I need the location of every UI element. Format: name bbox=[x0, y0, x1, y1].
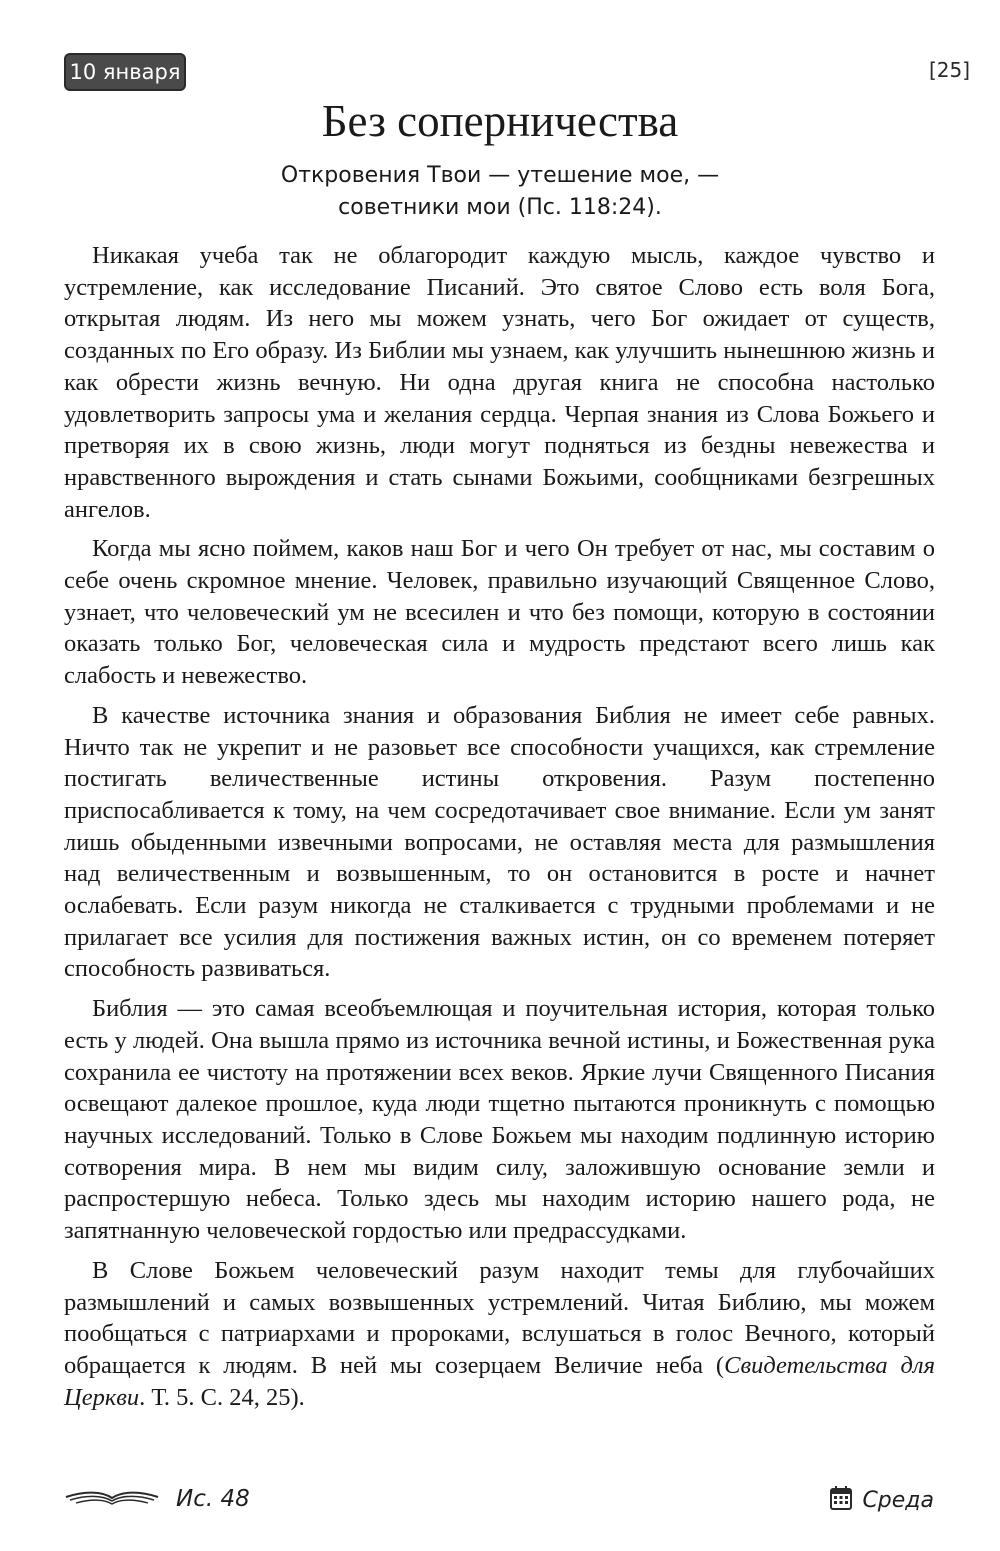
calendar-icon bbox=[830, 1486, 852, 1514]
reading-reference: Ис. 48 bbox=[176, 1486, 250, 1512]
epigraph bbox=[150, 160, 850, 224]
epigraph-line-2: советники мои (Пс. 118:24). bbox=[338, 195, 662, 220]
date-label: 10 января bbox=[69, 60, 181, 84]
page-title: Без соперничества bbox=[321, 96, 679, 146]
epigraph-line-1: Откровения Твои — утешение мое, — bbox=[280, 163, 720, 188]
paragraph-4: Библия — это самая всеобъемлющая и поучительная история, которая только есть у людей. Она вышла прямо из источника вечной истины, и Божественная рука сохранила ее чистоту на протяжении всех веков. Яркие лучи Священного Писания освещают далекое прошлое, куда люди тщетно пытаются проникнуть с помощью научных исследований. Только в Слове Божьем мы находим подлинную историю сотворения мира. В нем мы видим силу, заложившую основание земли и распростершую небеса. Только здесь мы находим историю нашего рода, не запятнанную человеческой гордостью или предрассудками. bbox=[64, 995, 935, 1245]
paragraph-5 bbox=[64, 1255, 935, 1414]
citation-tail: . Т. 5. С. 24, 25). bbox=[139, 1383, 305, 1411]
date-badge bbox=[64, 53, 186, 91]
citation-source: Свидетельства для Церкви bbox=[64, 1351, 935, 1411]
footer-reading bbox=[64, 1486, 250, 1512]
paragraph-1: Никакая учеба так не облагородит каждую мысль, каждое чувство и устремление, как исследование Писаний. Это святое Слово есть воля Бога, открытая людям. Из него мы можем узнать, чего Бог ожидает от существ, созданных по Его образу. Из Библии мы узнаем, как улучшить нынешнюю жизнь и как обрести жизнь вечную. Ни одна другая книга не способна настолько удовлетворить запросы ума и желания сердца. Черпая знания из Слова Божьего и претворяя их в свою жизнь, люди могут подняться из бездны невежества и нравственного вырождения и стать сынами Божьими, сообщниками безгрешных ангелов. bbox=[64, 242, 935, 523]
footer-weekday bbox=[830, 1486, 934, 1514]
page-number: [25] bbox=[928, 58, 970, 82]
paragraph-3: В качестве источника знания и образования Библия не имеет себе равных. Ничто так не укрепит и не разовьет все способности учащихся, как стремление постигать величественные истины откровения. Разум постепенно приспосабливается к тому, на чем сосредотачивает свое внимание. Если ум занят лишь обыденными извечными вопросами, не оставляя места для размышления над величественным и возвышенным, то он остановится в росте и начнет ослабевать. Если разум никогда не сталкивается с трудными проблемами и не прилагает все усилия для постижения важных истин, он со временем потеряет способность развиваться. bbox=[64, 701, 935, 983]
paragraph-2: Когда мы ясно поймем, каков наш Бог и чего Он требует от нас, мы составим о себе очень скромное мнение. Человек, правильно изучающий Священное Слово, узнает, что человеческий ум не всесилен и что без помощи, которую в состоянии оказать только Бог, человеческая сила и мудрость предстают всего лишь как слабость и невежество. bbox=[64, 535, 935, 690]
open-book-icon bbox=[64, 1489, 160, 1509]
weekday-label: Среда bbox=[862, 1487, 934, 1513]
body-text bbox=[64, 240, 935, 1421]
paragraph-5-text: В Слове Божьем человеческий разум находит темы для глубочайших размышлений и самых возвышенных устремлений. Читая Библию, мы можем пообщаться с патриархами и пророками, вслушаться в голос Вечного, который обращается к людям. В ней мы созерцаем Величие неба ( bbox=[64, 1256, 935, 1379]
